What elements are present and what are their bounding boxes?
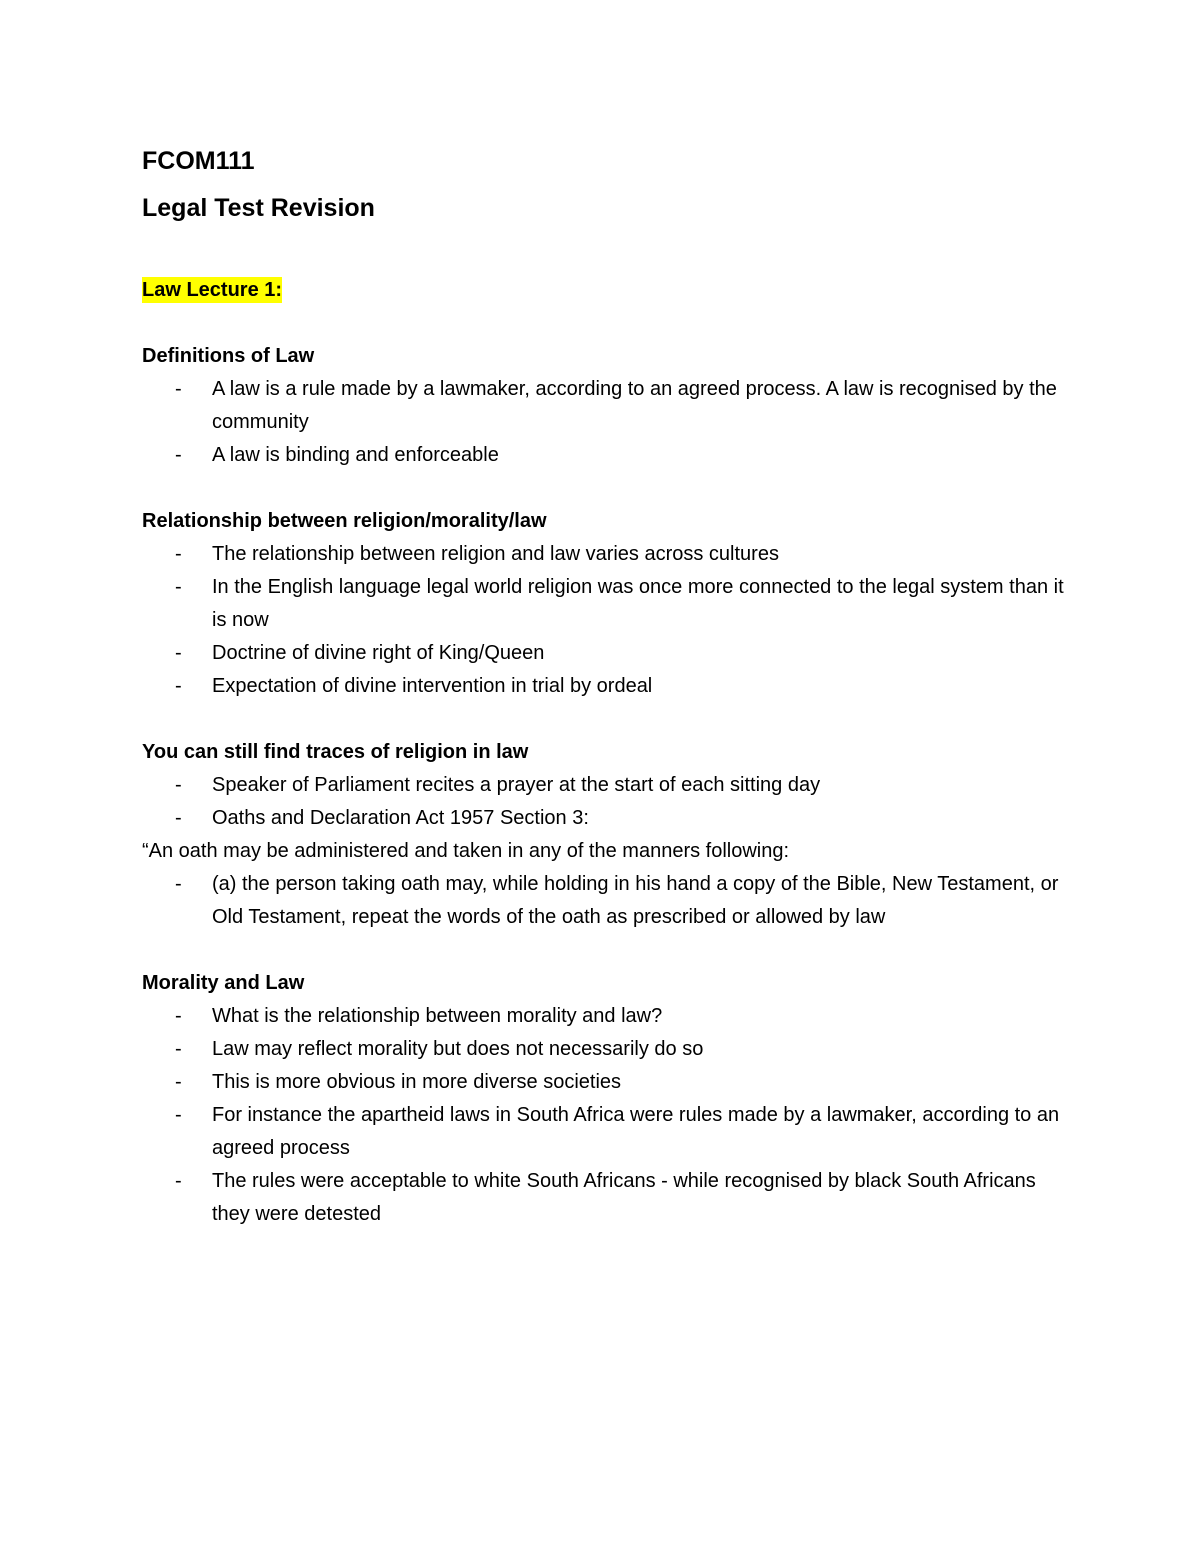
bullet-dash: - xyxy=(175,1038,182,1060)
bullet-dash: - xyxy=(175,675,182,697)
quote-bullet-list xyxy=(142,868,1072,934)
list-item-text: Doctrine of divine right of King/Queen xyxy=(212,642,545,664)
bullet-list xyxy=(142,538,1072,703)
list-item-text: A law is binding and enforceable xyxy=(212,444,499,466)
list-item-text: Oaths and Declaration Act 1957 Section 3: xyxy=(212,807,589,829)
bullet-dash: - xyxy=(175,1170,182,1192)
list-item-text: A law is a rule made by a lawmaker, according to an agreed process. A law is recognised by the community xyxy=(212,378,1057,433)
list-item-text: Law may reflect morality but does not necessarily do so xyxy=(212,1038,704,1060)
document-content xyxy=(142,138,1072,1231)
list-item xyxy=(142,637,1072,670)
list-item xyxy=(142,373,1072,439)
section-traces-of-religion xyxy=(142,736,1072,934)
list-item-text: The rules were acceptable to white South Africans - while recognised by black South Africans they were detested xyxy=(212,1170,1036,1225)
list-item xyxy=(142,769,1072,802)
list-item xyxy=(142,571,1072,637)
section-heading: Definitions of Law xyxy=(142,345,315,367)
lecture-label xyxy=(142,274,1072,307)
list-item xyxy=(142,670,1072,703)
list-item xyxy=(142,1033,1072,1066)
bullet-dash: - xyxy=(175,774,182,796)
list-item-text: What is the relationship between morality and law? xyxy=(212,1005,663,1027)
list-item-text: In the English language legal world religion was once more connected to the legal system than it is now xyxy=(212,576,1064,631)
section-heading: Morality and Law xyxy=(142,972,305,994)
section-heading: Relationship between religion/morality/law xyxy=(142,510,547,532)
bullet-dash: - xyxy=(175,444,182,466)
bullet-dash: - xyxy=(175,543,182,565)
bullet-list xyxy=(142,1000,1072,1231)
list-item-text: Expectation of divine intervention in trial by ordeal xyxy=(212,675,653,697)
lecture-label-highlight: Law Lecture 1: xyxy=(142,279,283,301)
bullet-dash: - xyxy=(175,873,182,895)
bullet-dash: - xyxy=(175,1071,182,1093)
list-item xyxy=(142,1000,1072,1033)
bullet-dash: - xyxy=(175,1005,182,1027)
list-item xyxy=(142,868,1072,934)
bullet-dash: - xyxy=(175,1104,182,1126)
section-religion-morality-law xyxy=(142,505,1072,703)
list-item xyxy=(142,1099,1072,1165)
list-item-text: Speaker of Parliament recites a prayer at the start of each sitting day xyxy=(212,774,821,796)
course-code: FCOM111 xyxy=(142,147,255,175)
bullet-dash: - xyxy=(175,378,182,400)
section-heading: You can still find traces of religion in law xyxy=(142,741,529,763)
list-item xyxy=(142,1165,1072,1231)
list-item-text: For instance the apartheid laws in South Africa were rules made by a lawmaker, according to an agreed process xyxy=(212,1104,1060,1159)
section-morality-and-law xyxy=(142,967,1072,1231)
document-title: Legal Test Revision xyxy=(142,194,375,222)
list-item xyxy=(142,439,1072,472)
bullet-dash: - xyxy=(175,576,182,598)
list-item xyxy=(142,538,1072,571)
list-item-text: This is more obvious in more diverse societies xyxy=(212,1071,622,1093)
bullet-dash: - xyxy=(175,642,182,664)
list-item xyxy=(142,802,1072,835)
quote-text: “An oath may be administered and taken in any of the manners following: xyxy=(142,840,790,862)
bullet-list xyxy=(142,373,1072,472)
list-item xyxy=(142,1066,1072,1099)
bullet-dash: - xyxy=(175,807,182,829)
section-definitions xyxy=(142,340,1072,472)
bullet-list xyxy=(142,769,1072,835)
list-item-text: (a) the person taking oath may, while holding in his hand a copy of the Bible, New Testament, or Old Testament, repeat the words of the oath as prescribed or allowed by law xyxy=(212,873,1059,928)
list-item-text: The relationship between religion and law varies across cultures xyxy=(212,543,779,565)
